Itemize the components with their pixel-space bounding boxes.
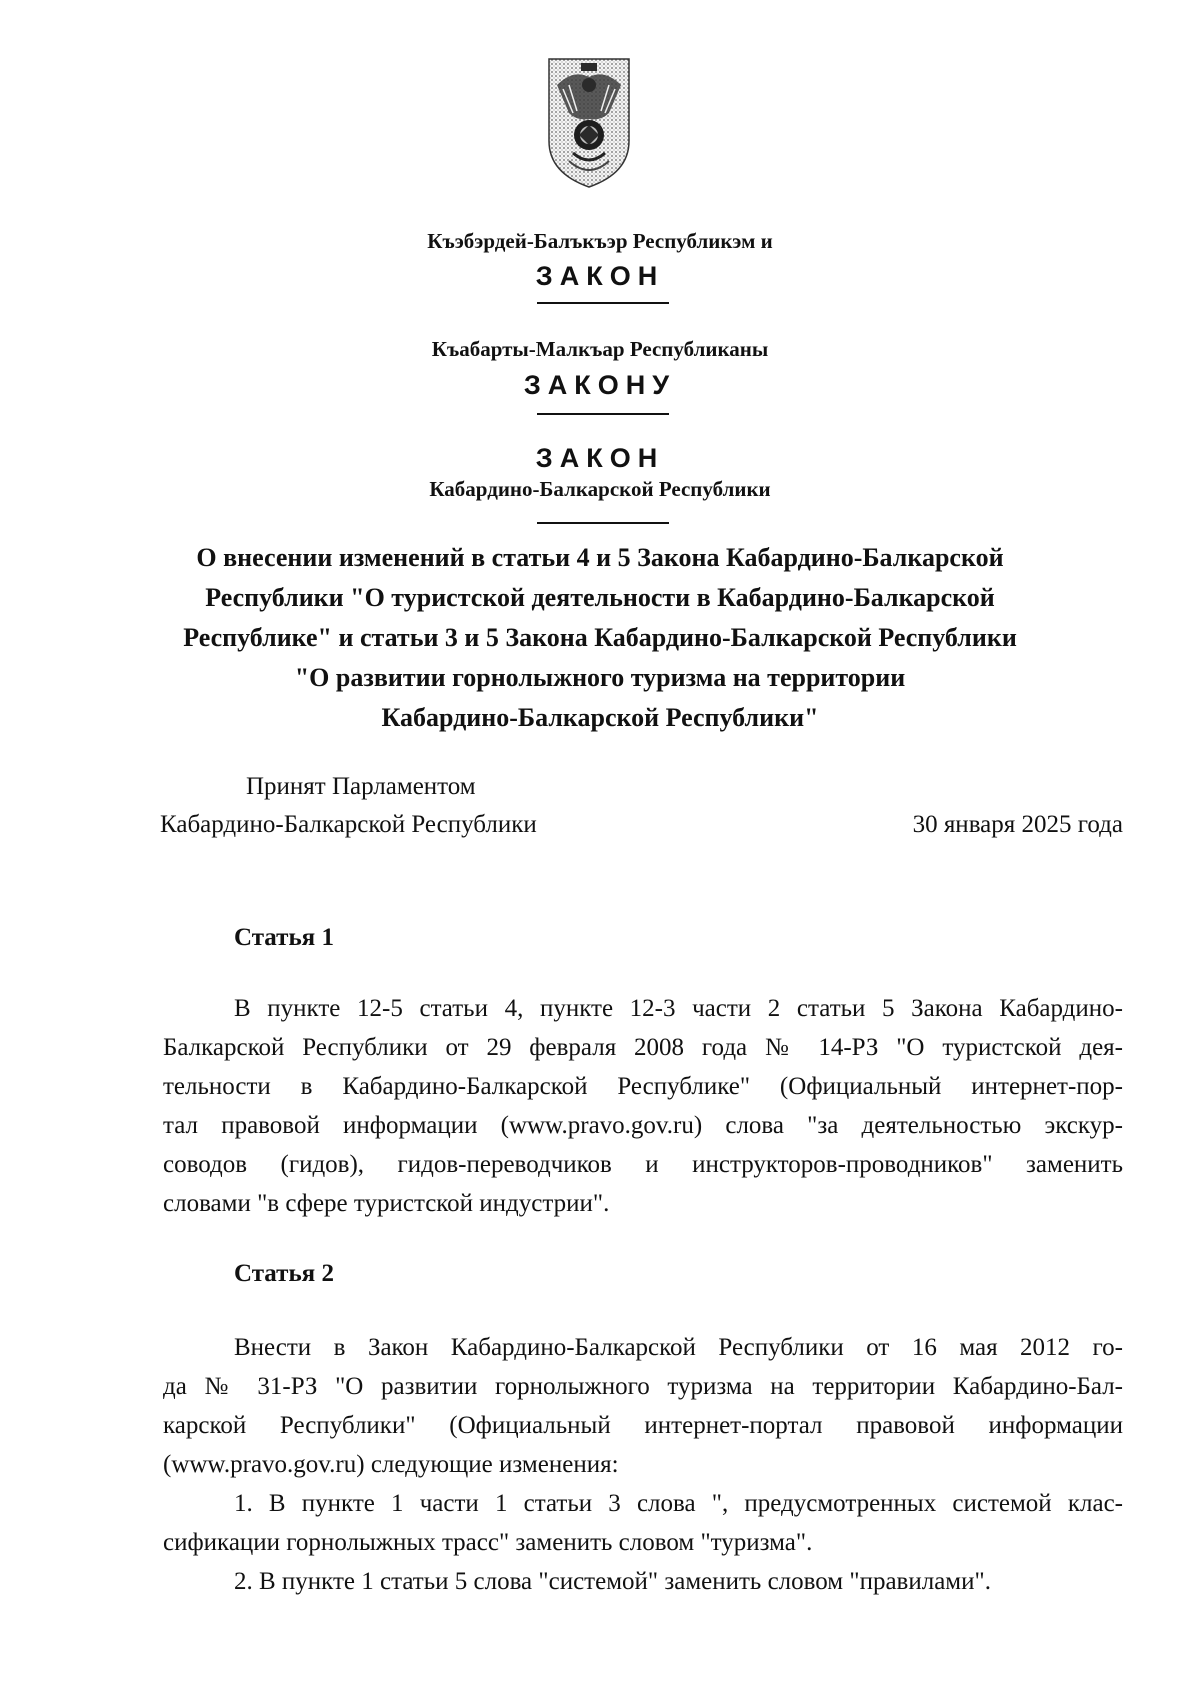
text-line: соводов (гидов), гидов-переводчиков и инструкторов-проводников" заменить — [163, 1151, 1123, 1178]
article-2-text — [163, 1328, 1123, 1601]
text-line: тал правовой информации (www.pravo.gov.ru) слова "за деятельностью экскур- — [163, 1112, 1123, 1139]
text-line: карской Республики" (Официальный интернет-портал правовой информации — [163, 1412, 1123, 1439]
balkar-law-word: ЗАКОНУ — [523, 370, 677, 400]
text-line: В пункте 12-5 статьи 4, пункте 12-3 части 2 статьи 5 Закона Кабардино- — [234, 995, 1123, 1022]
russian-republic-name: Кабардино-Балкарской Республики — [429, 477, 771, 501]
text-line: 2. В пункте 1 статьи 5 слова "системой" заменить словом "правилами". — [234, 1568, 991, 1595]
divider-line — [537, 413, 669, 415]
text-line: Внести в Закон Кабардино-Балкарской Республики от 16 мая 2012 го- — [234, 1334, 1123, 1361]
title-line: О внесении изменений в статьи 4 и 5 Закона Кабардино-Балкарской — [196, 543, 1004, 572]
article-1-text — [163, 989, 1123, 1223]
text-line: 1. В пункте 1 части 1 статьи 3 слова ", предусмотренных системой клас- — [234, 1490, 1123, 1517]
adoption-statement — [160, 768, 537, 844]
kabardian-republic-name: Къэбэрдей-Балъкъэр Республикэм и — [427, 229, 773, 253]
coat-of-arms-emblem — [543, 55, 635, 191]
russian-law-word: ЗАКОН — [535, 443, 665, 473]
title-line: Республики "О туристской деятельности в Кабардино-Балкарской — [205, 583, 995, 612]
balkar-republic-name: Къабарты-Малкъар Республиканы — [431, 337, 769, 361]
divider-line — [537, 302, 669, 304]
article-2-title: Статья 2 — [234, 1260, 334, 1287]
adoption-date: 30 января 2025 года — [912, 811, 1123, 838]
text-line: Балкарской Республики от 29 февраля 2008 года № 14-РЗ "О туристской дея- — [163, 1034, 1123, 1061]
article-1-title: Статья 1 — [234, 924, 334, 951]
text-line: словами "в сфере туристской индустрии". — [163, 1190, 610, 1217]
title-line: "О развитии горнолыжного туризма на территории — [294, 663, 906, 692]
title-line: Республике" и статьи 3 и 5 Закона Кабардино-Балкарской Республики — [183, 623, 1017, 652]
adoption-line: Принят Парламентом — [246, 773, 476, 800]
text-line: тельности в Кабардино-Балкарской Республике" (Официальный интернет-пор- — [163, 1073, 1123, 1100]
kabardian-law-word: ЗАКОН — [535, 261, 665, 291]
text-line: (www.pravo.gov.ru) следующие изменения: — [163, 1451, 619, 1478]
divider-line — [537, 522, 669, 524]
text-line: сификации горнолыжных трасс" заменить словом "туризма". — [163, 1529, 813, 1556]
adoption-line: Кабардино-Балкарской Республики — [160, 811, 537, 838]
text-line: да № 31-РЗ "О развитии горнолыжного туризма на территории Кабардино-Бал- — [163, 1373, 1123, 1400]
law-title — [140, 538, 1060, 738]
title-line: Кабардино-Балкарской Республики" — [381, 703, 819, 732]
